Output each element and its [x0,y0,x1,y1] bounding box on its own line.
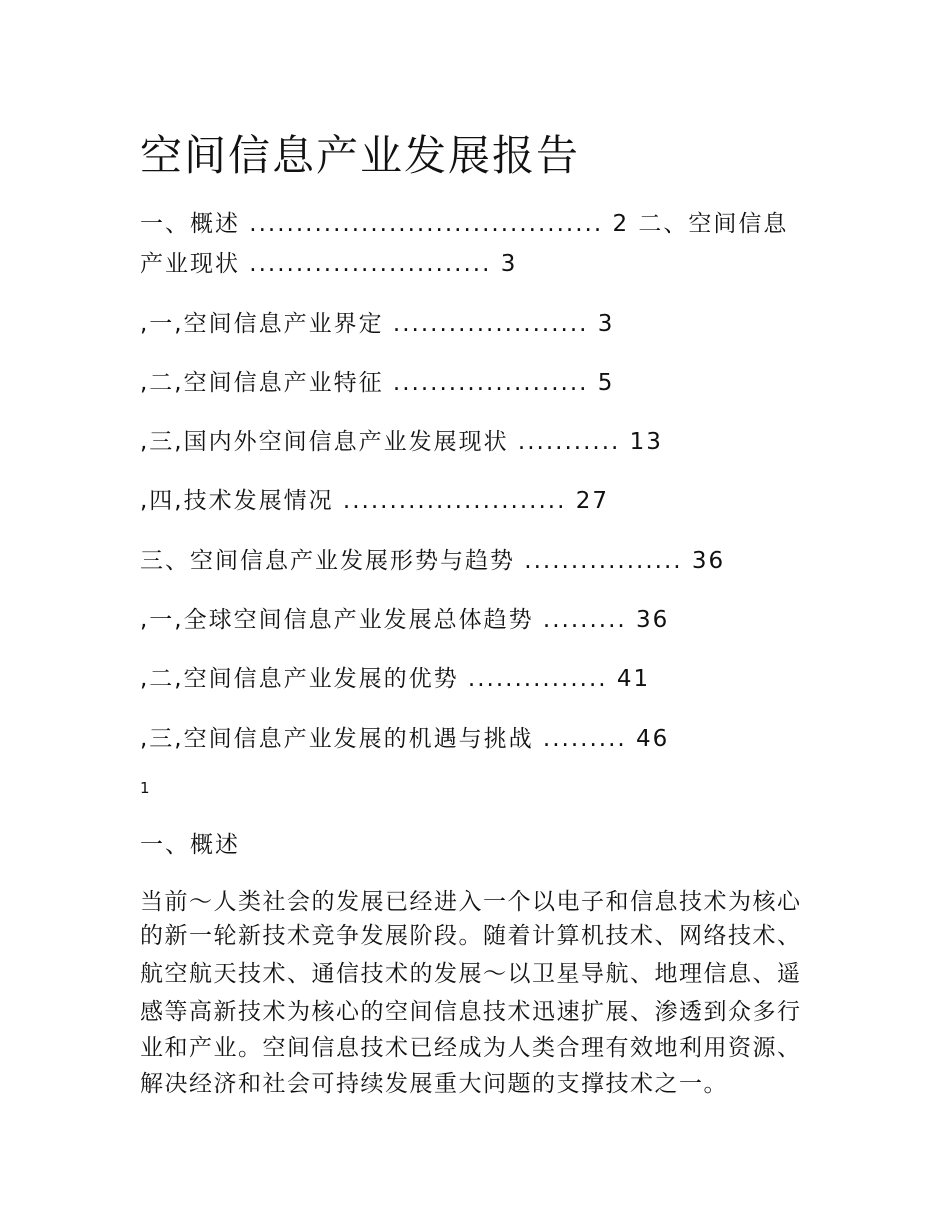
section-heading: 一、概述 [140,832,240,858]
toc-entry: 产业现状 .......................... 3 [140,251,518,277]
body-text-line: 解决经济和社会可持续发展重大问题的支撑技术之一。 [140,1071,728,1097]
toc-entry: ,三,国内外空间信息产业发展现状 ........... 13 [140,429,663,455]
toc-entry: 三、空间信息产业发展形势与趋势 ................. 36 [140,548,726,574]
toc-entry: ,一,全球空间信息产业发展总体趋势 ......... 36 [140,607,670,633]
toc-entry: 一、概述 ...................................... 2 二、空间信息 [140,211,789,237]
toc-entry: ,二,空间信息产业特征 ..................... 5 [140,370,615,396]
body-text-line: 业和产业。空间信息技术已经成为人类合理有效地利用资源、 [140,1035,802,1061]
toc-entry: ,二,空间信息产业发展的优势 ............... 41 [140,666,651,692]
document-title: 空间信息产业发展报告 [140,131,581,180]
toc-entry: ,三,空间信息产业发展的机遇与挑战 ......... 46 [140,726,670,752]
toc-entry: ,一,空间信息产业界定 ..................... 3 [140,311,615,337]
toc-entry: ,四,技术发展情况 ........................ 27 [140,488,609,514]
body-text-line: 的新一轮新技术竞争发展阶段。随着计算机技术、网络技术、 [140,923,802,949]
body-text-line: 当前～人类社会的发展已经进入一个以电子和信息技术为核心 [140,889,802,915]
page-number: 1 [140,779,150,797]
body-text-line: 航空航天技术、通信技术的发展～以卫星导航、地理信息、遥 [140,961,802,987]
body-text-line: 感等高新技术为核心的空间信息技术迅速扩展、渗透到众多行 [140,999,802,1025]
document-page [140,0,810,1230]
